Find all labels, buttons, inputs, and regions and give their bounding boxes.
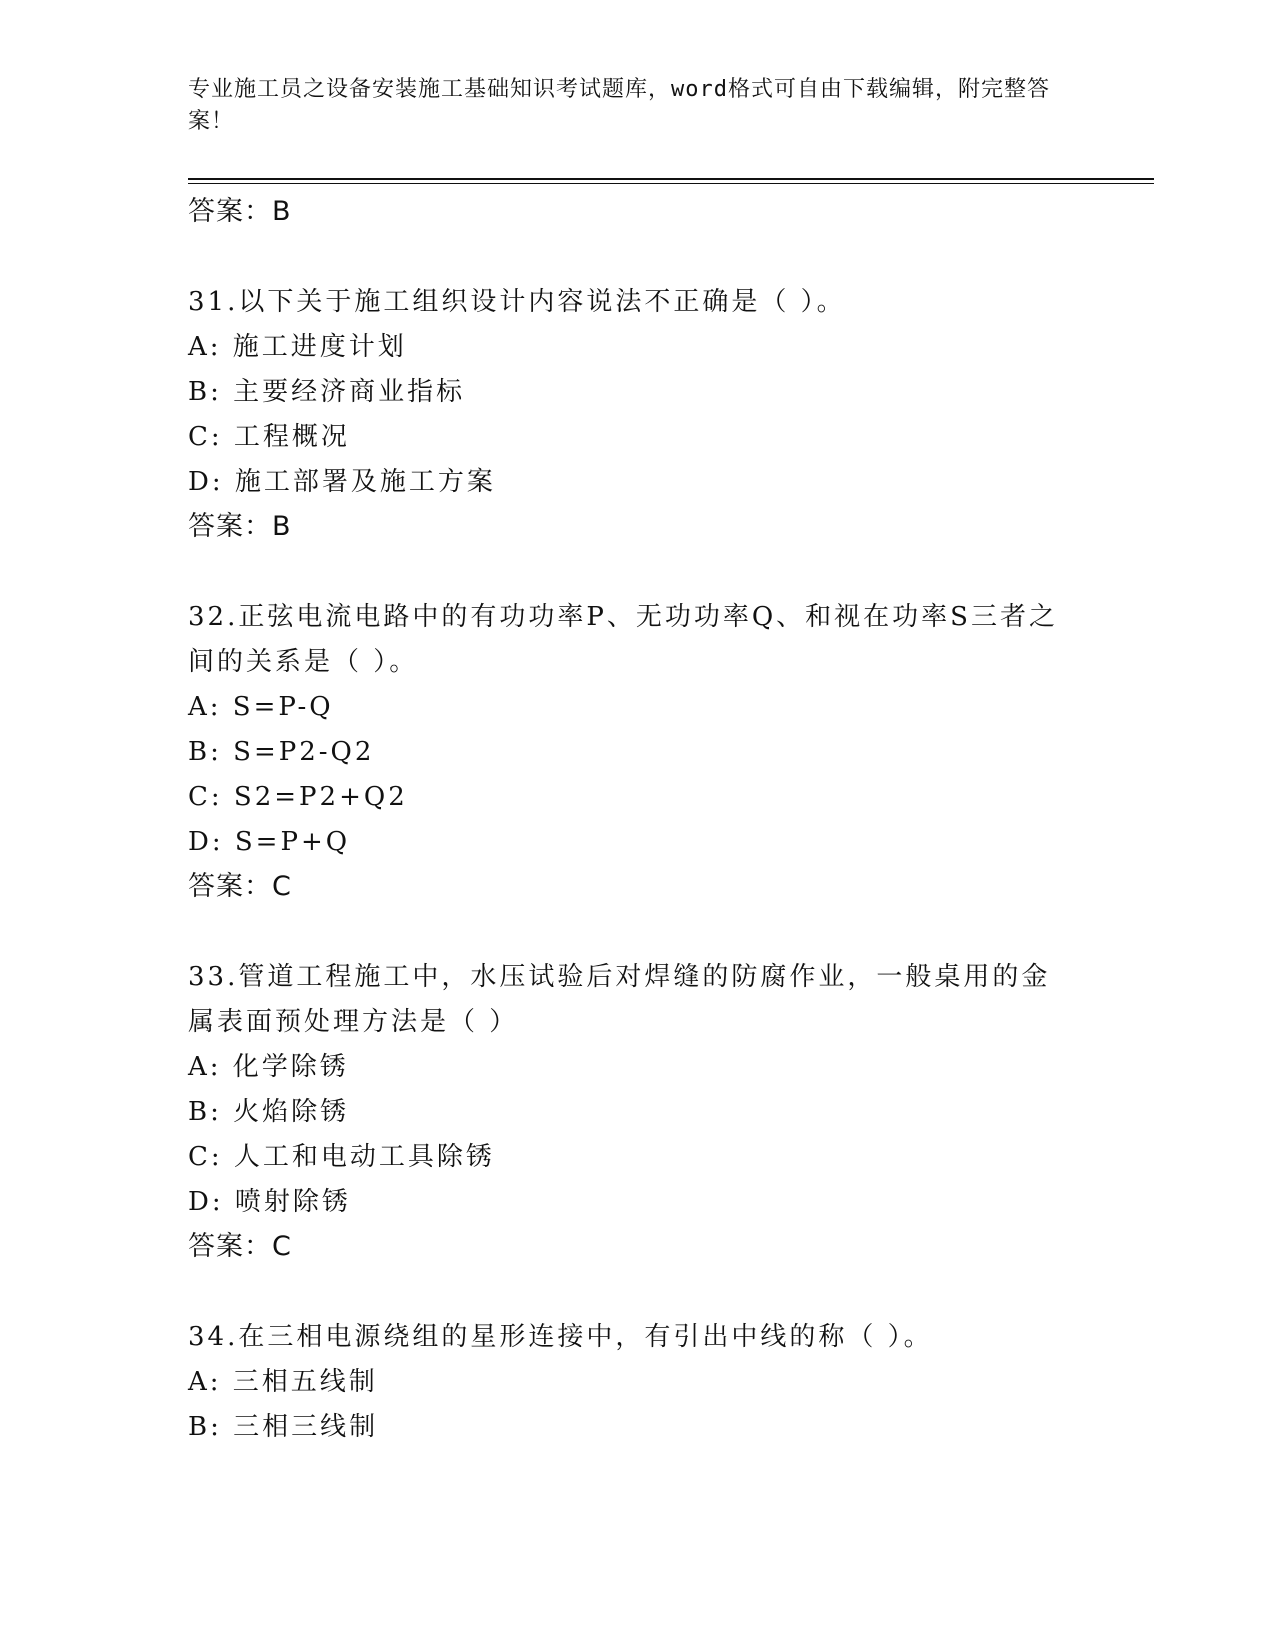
- question-block: [188, 595, 1088, 909]
- answer-line: 答案：B: [188, 511, 292, 542]
- header-divider-thick: [188, 178, 1154, 180]
- option-d: D: 施工部署及施工方案: [188, 467, 496, 497]
- option-d: D: S=P+Q: [188, 827, 351, 857]
- question-list: [188, 190, 1088, 1450]
- page-header-title: 专业施工员之设备安装施工基础知识考试题库，word格式可自由下载编辑，附完整答案！: [188, 77, 1050, 134]
- option-a: A: 化学除锈: [188, 1052, 349, 1082]
- option-a: A: S=P-Q: [188, 692, 334, 722]
- option-c: C: S2=P2+Q2: [188, 782, 408, 812]
- answer-line: 答案：B: [188, 196, 292, 227]
- question-block: [188, 955, 1088, 1269]
- option-a: A: 施工进度计划: [188, 332, 407, 362]
- option-c: C: 工程概况: [188, 422, 350, 452]
- option-d: D: 喷射除锈: [188, 1187, 351, 1217]
- option-b: B: 火焰除锈: [188, 1097, 350, 1127]
- question-stem: 32.正弦电流电路中的有功功率P、无功功率Q、和视在功率S三者之间的关系是（ ）。: [188, 602, 1058, 677]
- question-stem: 31.以下关于施工组织设计内容说法不正确是（ ）。: [188, 287, 846, 317]
- answer-line: 答案：C: [188, 871, 292, 902]
- option-b: B: 三相三线制: [188, 1412, 379, 1442]
- header-divider-thin: [188, 183, 1154, 184]
- question-stem: 34.在三相电源绕组的星形连接中，有引出中线的称（ ）。: [188, 1322, 933, 1352]
- question-block: [188, 280, 1088, 549]
- option-c: C: 人工和电动工具除锈: [188, 1142, 495, 1172]
- question-block: [188, 1315, 1088, 1450]
- option-b: B: 主要经济商业指标: [188, 377, 466, 407]
- option-a: A: 三相五线制: [188, 1367, 378, 1397]
- question-stem: 33.管道工程施工中，水压试验后对焊缝的防腐作业，一般桌用的金属表面预处理方法是（ ）: [188, 962, 1051, 1037]
- answer-line: 答案：C: [188, 1231, 292, 1262]
- option-b: B: S=P2-Q2: [188, 737, 375, 767]
